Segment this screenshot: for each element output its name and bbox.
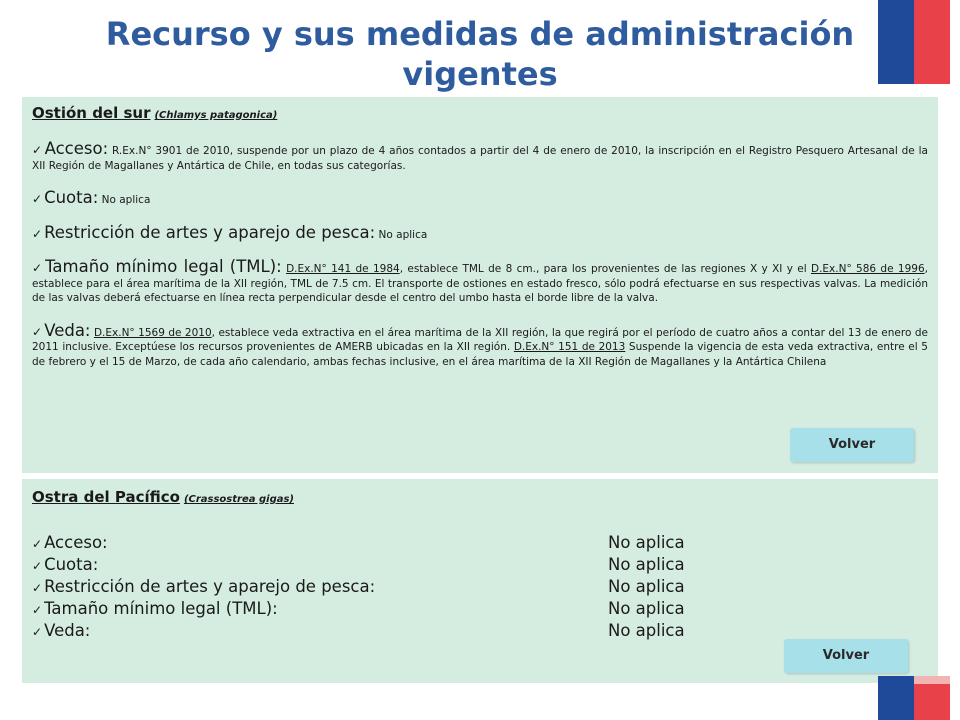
check-icon: ✓ xyxy=(32,192,43,206)
veda-text-1: , establece veda extractiva en el área marítima de la XII región, la que regirá por el período de cuatro años a contar del 13 de enero de 2011 inclusive. Exceptúese los recursos provenientes de AMERB ubicadas en la XII región. xyxy=(32,326,928,353)
species-heading xyxy=(32,487,928,510)
row-label: Acceso: xyxy=(44,533,108,552)
check-icon: ✓ xyxy=(32,143,43,157)
check-icon: ✓ xyxy=(32,581,43,595)
item-tml xyxy=(32,257,928,306)
tml-label: Tamaño mínimo legal (TML): xyxy=(45,257,282,276)
row-restriccion xyxy=(32,576,928,598)
veda-decree-link-1[interactable]: D.Ex.N° 1569 de 2010 xyxy=(93,326,212,339)
tml-text-1: , establece TML de 8 cm., para los provenientes de las regiones X y XI y el xyxy=(399,263,807,275)
item-restriccion xyxy=(32,222,928,243)
tml-decree-link-1[interactable]: D.Ex.N° 141 de 1984 xyxy=(286,263,400,275)
row-label: Cuota: xyxy=(44,555,99,574)
page-title: Recurso y sus medidas de administración vigentes xyxy=(105,15,855,93)
cuota-label: Cuota: xyxy=(44,188,99,207)
cuota-text: No aplica xyxy=(101,194,151,206)
row-acceso xyxy=(32,532,928,554)
acceso-text: R.Ex.N° 3901 de 2010, suspende por un plazo de 4 años contados a partir del 4 de enero de 2010, la inscripción en el Registro Pesquero Artesanal de la XII Región de Magallanes y Antártica de Chile, en todas sus categorías. xyxy=(32,145,928,172)
volver-button[interactable]: Volver xyxy=(784,639,908,673)
check-icon: ✓ xyxy=(32,537,43,551)
row-cuota xyxy=(32,554,928,576)
item-acceso xyxy=(32,139,928,173)
veda-text-2: Suspende la vigencia de esta veda extractiva, entre el 5 de febrero y el 15 de Marzo, de cada año calendario, ambas fechas inclusive, en el área marítima de la XII Región de Magallanes y la Antártica Chilena xyxy=(32,341,928,368)
row-value: No aplica xyxy=(608,555,685,574)
species-scientific-name: (Crassostrea gigas) xyxy=(183,494,294,505)
row-label: Tamaño mínimo legal (TML): xyxy=(44,599,278,618)
species-scientific-name: (Chlamys patagonica) xyxy=(154,110,278,121)
tml-text-2: , establece para el área marítima de la XII región, TML de 7.5 cm. El transporte de ostiones en estado fresco, sólo podrá efectuarse en sus respectivas valvas. La medición de las valvas deberá efectuarse en línea recta perpendicular desde el centro del umbo hasta el borde libre de la valva. xyxy=(32,263,928,304)
row-label: Restricción de artes y aparejo de pesca: xyxy=(44,577,376,596)
row-value: No aplica xyxy=(608,577,685,596)
flag-blue-bar xyxy=(878,0,914,84)
volver-button[interactable]: Volver xyxy=(790,428,914,462)
species-name: Ostión del sur xyxy=(32,104,151,122)
item-cuota xyxy=(32,188,928,208)
panel-ostion-del-sur xyxy=(22,97,938,473)
flag-red-bar xyxy=(914,0,950,84)
row-label: Veda: xyxy=(44,621,91,640)
row-tml xyxy=(32,598,928,620)
chile-flag-logo xyxy=(878,0,950,84)
tml-decree-link-2[interactable]: D.Ex.N° 586 de 1996 xyxy=(811,263,925,275)
check-icon: ✓ xyxy=(32,261,44,275)
check-icon: ✓ xyxy=(32,625,43,639)
species-name: Ostra del Pacífico xyxy=(32,488,180,506)
restriccion-label: Restricción de artes y aparejo de pesca: xyxy=(44,222,376,242)
veda-label: Veda: xyxy=(44,320,91,340)
item-veda xyxy=(32,320,928,370)
acceso-label: Acceso: xyxy=(44,139,109,158)
restriccion-text: No aplica xyxy=(378,228,428,241)
flag-blue-bar xyxy=(878,676,914,720)
row-value: No aplica xyxy=(608,621,685,640)
flag-light-strip xyxy=(914,676,950,684)
check-icon: ✓ xyxy=(32,226,43,241)
check-icon: ✓ xyxy=(32,603,43,617)
veda-decree-link-2[interactable]: D.Ex.N° 151 de 2013 xyxy=(513,341,626,353)
check-icon: ✓ xyxy=(32,324,43,339)
species-heading xyxy=(32,103,928,126)
row-value: No aplica xyxy=(608,599,685,618)
row-value: No aplica xyxy=(608,533,685,552)
chile-flag-logo-bottom xyxy=(878,676,950,720)
check-icon: ✓ xyxy=(32,559,43,573)
